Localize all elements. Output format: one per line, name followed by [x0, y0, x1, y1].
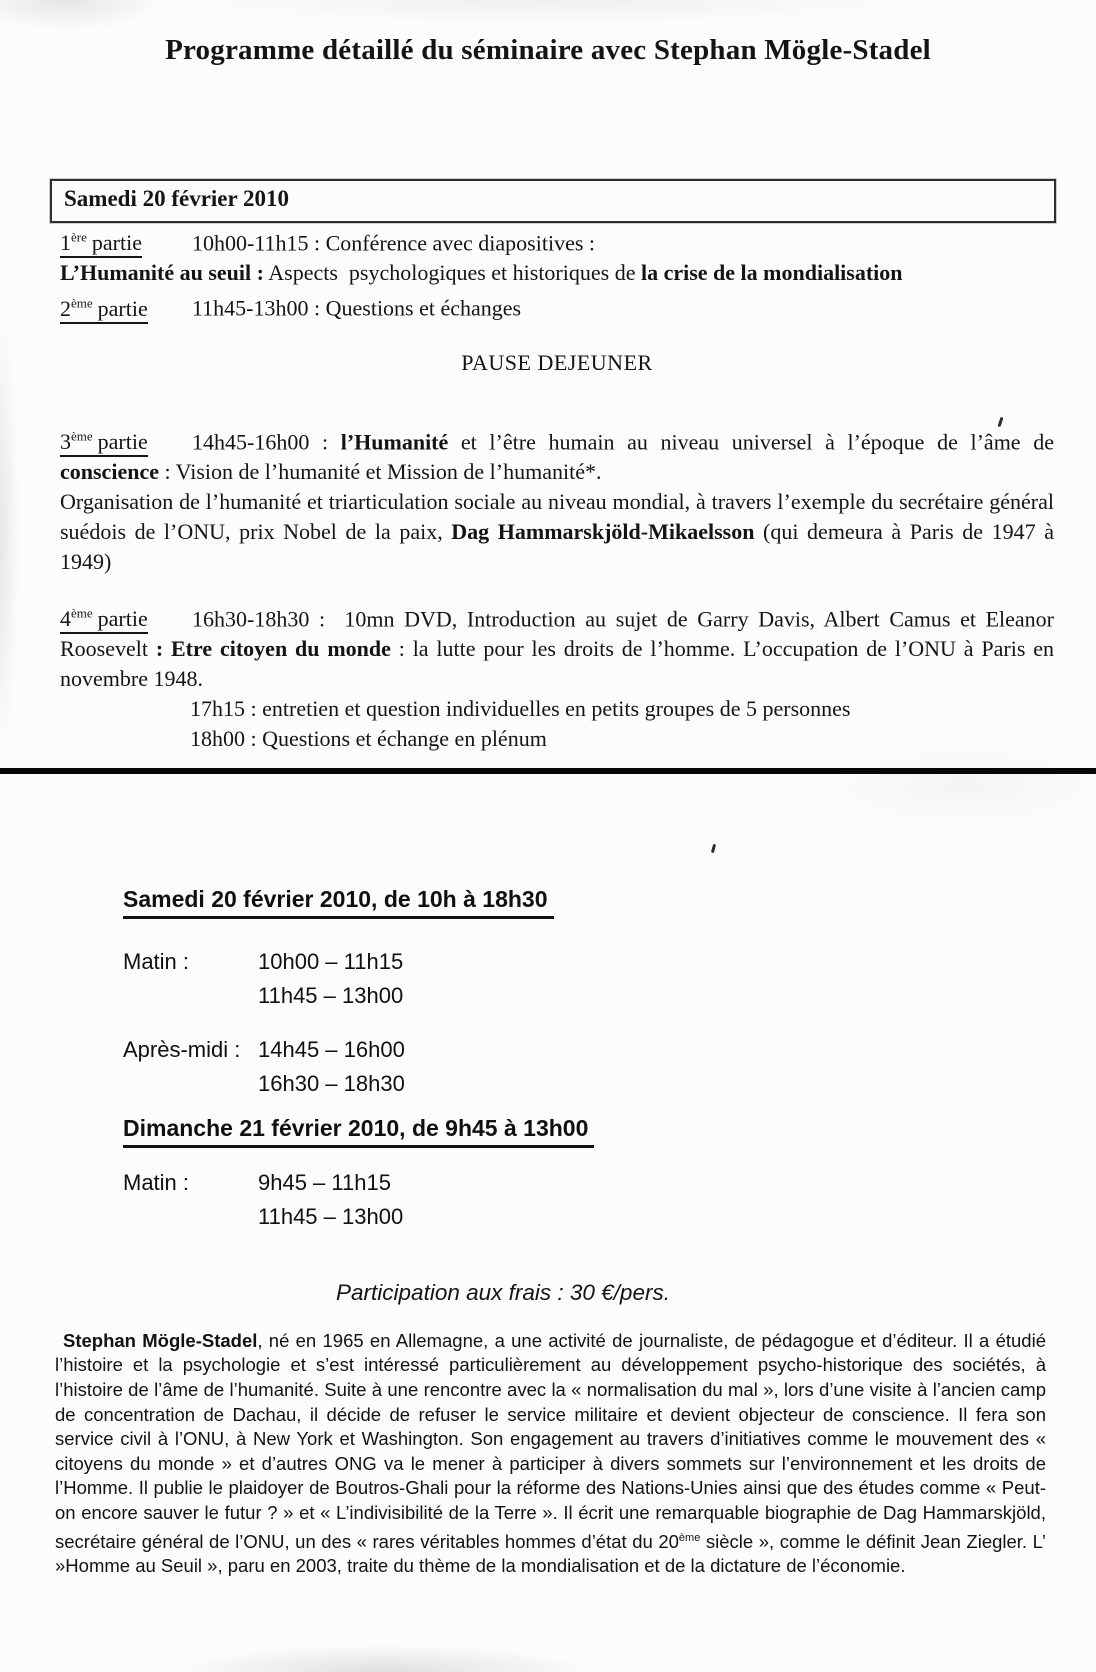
- part-1-ordinal-sup: ère: [71, 230, 87, 245]
- afternoon-times: [258, 1033, 405, 1101]
- biography-name-bold: Stephan Mögle-Stadel: [63, 1329, 258, 1351]
- program-section: [60, 223, 1054, 754]
- part-1-subtitle: [60, 258, 1054, 288]
- part-1-time: 10h00-11h15 : Conférence avec diapositives :: [192, 230, 596, 256]
- saturday-heading-row: [123, 886, 1096, 919]
- saturday-heading: Samedi 20 février 2010, de 10h à 18h30: [123, 886, 554, 919]
- time-slot: 16h30 – 18h30: [258, 1071, 405, 1097]
- part-2-heading: [60, 288, 192, 323]
- saturday-morning-row: [123, 945, 1096, 1013]
- saturday-afternoon-row: [123, 1033, 1096, 1101]
- part-2-line: [60, 288, 1054, 323]
- biography-text-1: , né en 1965 en Allemagne, a une activité de journaliste, de pédagogue et d’éditeur. Il a étudié l’histoire et la psychologie et s’est intéressé particulièrement au développement psycho-historique des sociétés, à l’histoire de l’âme de l’humanité. Suite à une rencontre avec la « normalisation du mal », lors d’une visite à l’ancien camp de concentration de Dachau, il décide de refuser le service militaire et devient objecteur de conscience. Il fera son service civil à l’ONU, à New York et Washington. Son engagement au travers d’initiatives comme le mouvement des « citoyens du monde » et d’autres ONG va le mener à participer à divers sommets sur l’environnement et les droits de l’Homme. Il publie le plaidoyer de Boutros-Ghali pour la réforme des Nations-Unies ainsi que des études comme « Peut-on encore sauver le futur ? » et « L’indivisibilité de la Terre ». Il écrit une remarquable biographie de Dag Hammarskjöld, secrétaire général de l’ONU, un des « rares véritables hommes d’état du 20: [55, 1329, 1046, 1552]
- part-3-word: partie: [97, 428, 148, 454]
- date-box: [50, 179, 1056, 223]
- part-3-heading: [60, 422, 192, 457]
- time-slot: 10h00 – 11h15: [258, 949, 404, 975]
- part-4-text-2: : la lutte pour les droits de l’homme. L’occupation de l’ONU à Paris en novembre 1948.: [60, 636, 1054, 692]
- morning-times: [258, 1166, 403, 1234]
- part-1-number: 1: [60, 230, 71, 256]
- part-1-subtitle-bold2: la crise de la mondialisation: [640, 260, 903, 286]
- part-3-bold-conscience: conscience: [60, 458, 159, 484]
- time-slot: 9h45 – 11h15: [258, 1170, 391, 1196]
- part-3-paragraph-1: [60, 422, 1054, 487]
- part-3-number: 3: [60, 428, 71, 454]
- part-3-time: 14h45-16h00 :: [192, 428, 341, 454]
- part-4-number: 4: [60, 606, 71, 632]
- time-slot: 11h45 – 13h00: [258, 1204, 404, 1230]
- part-4-text-1: 16h30-18h30 : 10mn DVD, Introduction au sujet de Garry Davis, Albert Camus et Eleanor Roosevelt: [60, 606, 1054, 662]
- sunday-heading-row: [123, 1115, 1096, 1148]
- part-4-paragraph: [60, 599, 1054, 694]
- morning-label: Matin :: [123, 1170, 190, 1196]
- schedule-section: [123, 886, 1096, 1234]
- sunday-heading: Dimanche 21 février 2010, de 9h45 à 13h00: [123, 1115, 594, 1148]
- part-4-subline-1800: 18h00 : Questions et échange en plénum: [190, 726, 547, 752]
- part-1-line: [60, 223, 1054, 258]
- lunch-break-label: PAUSE DEJEUNER: [461, 349, 653, 375]
- page-title: Programme détaillé du séminaire avec Stephan Mögle-Stadel: [165, 34, 931, 66]
- part-3-ordinal-sup: ème: [71, 428, 93, 444]
- part-4-heading: [60, 599, 192, 634]
- part-3-paragraph-2: [60, 487, 1054, 577]
- biography-text-2: siècle », comme le définit Jean Ziegler. L’ »Homme au Seuil », paru en 2003, traite du thème de la mondialisation et de la dictature de l’économie.: [55, 1530, 1046, 1577]
- morning-label: Matin :: [123, 949, 190, 975]
- participation-fee-line: Participation aux frais : 30 €/pers.: [336, 1280, 670, 1306]
- part-2-time: 11h45-13h00 : Questions et échanges: [192, 295, 522, 321]
- date-box-label: Samedi 20 février 2010: [64, 186, 290, 211]
- part-3-text-4: (qui demeura à Paris de 1947 à 1949): [60, 518, 1055, 574]
- part-4-subline-1715: 17h15 : entretien et question individuelles en petits groupes de 5 personnes: [190, 696, 851, 722]
- part-2-number: 2: [60, 295, 71, 321]
- section-divider-rule: [0, 768, 1096, 774]
- part-3-text-1: et l’être humain au niveau universel à l’époque de l’âme de: [448, 428, 1054, 454]
- part-3-bold-humanite: l’Humanité: [340, 428, 449, 454]
- morning-times: [258, 945, 403, 1013]
- part-1-subtitle-text: Aspects psychologiques et historiques de: [263, 260, 641, 286]
- part-1-word: partie: [91, 230, 142, 256]
- part-1-heading: [60, 223, 192, 258]
- part-4-bold-citoyen: : Etre citoyen du monde: [155, 636, 391, 662]
- afternoon-label: Après-midi :: [123, 1037, 241, 1063]
- biography-ordinal-sup: ème: [678, 1531, 701, 1544]
- scan-speck-mark: [711, 844, 716, 853]
- part-2-word: partie: [97, 295, 148, 321]
- part-2-ordinal-sup: ème: [71, 295, 93, 311]
- time-slot: 14h45 – 16h00: [258, 1037, 405, 1063]
- time-slot: 11h45 – 13h00: [258, 983, 404, 1009]
- part-3-bold-hammarskjold: Dag Hammarskjöld-Mikaelsson: [451, 518, 755, 544]
- sunday-morning-row: [123, 1166, 1096, 1234]
- part-3-text-2: : Vision de l’humanité et Mission de l’humanité*.: [158, 458, 602, 484]
- part-1-subtitle-bold1: L’Humanité au seuil :: [60, 260, 264, 286]
- part-3-text-3: Organisation de l’humanité et triarticulation sociale au niveau mondial, à travers l’exemple du secrétaire général suédois de l’ONU, prix Nobel de la paix,: [60, 488, 1054, 544]
- biography-paragraph: [55, 1329, 1046, 1579]
- part-4-ordinal-sup: ème: [71, 605, 93, 621]
- part-4-word: partie: [97, 606, 148, 632]
